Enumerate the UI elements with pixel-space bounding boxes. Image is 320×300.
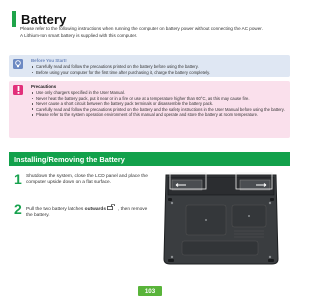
step-text-bold: outwards — [84, 206, 106, 212]
step-text-after: , then remove the battery. — [26, 206, 148, 219]
laptop-underside-illustration — [162, 171, 280, 267]
note-heading: Before You Start! — [31, 58, 67, 63]
page-title: Battery — [21, 11, 67, 27]
latch-unlock-icon — [107, 204, 117, 213]
precaution-item: Carefully read and follow the precautions printed on the battery and the safety instructions in the User Manual before using the battery. — [31, 107, 286, 112]
title-accent-bar — [12, 11, 16, 27]
exclamation-icon — [13, 85, 23, 95]
precaution-item: Never cause a short circuit between the battery pack terminals or disassemble the battery pack. — [31, 101, 286, 106]
note-heading: Precautions — [31, 84, 57, 89]
precaution-item: Use only chargers specified in the User Manual. — [31, 90, 286, 95]
step-number: 2 — [14, 201, 22, 217]
section-heading: Installing/Removing the Battery — [9, 152, 290, 166]
note-item: Before using your computer for the first time after purchasing it, charge the battery completely. — [31, 70, 286, 75]
step-text — [26, 202, 151, 220]
lightbulb-icon — [13, 59, 23, 69]
precautions-note — [9, 81, 290, 138]
intro-paragraph: A Lithium-Ion smart battery is supplied with this computer. — [20, 33, 138, 39]
step-1 — [14, 172, 151, 187]
step-number: 1 — [14, 171, 22, 187]
step-text-before: Pull the two battery latches — [26, 206, 85, 212]
intro-paragraph: Please refer to the following instructions when running the computer on battery power without connecting the AC power. — [20, 26, 263, 31]
intro-text — [20, 26, 288, 41]
step-text: Shutdown the system, close the LCD panel and place the computer upside down on a flat surface. — [26, 174, 148, 186]
page-number: 103 — [138, 286, 162, 296]
step-2 — [14, 202, 151, 220]
page-header — [12, 11, 67, 27]
precaution-item: Please refer to the system operation environment of this manual and operate and store the battery at room temperature. — [31, 112, 286, 117]
note-item: Carefully read and follow the precautions printed on the battery before using the battery. — [31, 64, 286, 69]
before-you-start-note — [9, 55, 290, 77]
precaution-item: Never heat the battery pack, put it near or in a fire or use at a temperature higher than 60°C, as this may cause fire. — [31, 96, 286, 101]
